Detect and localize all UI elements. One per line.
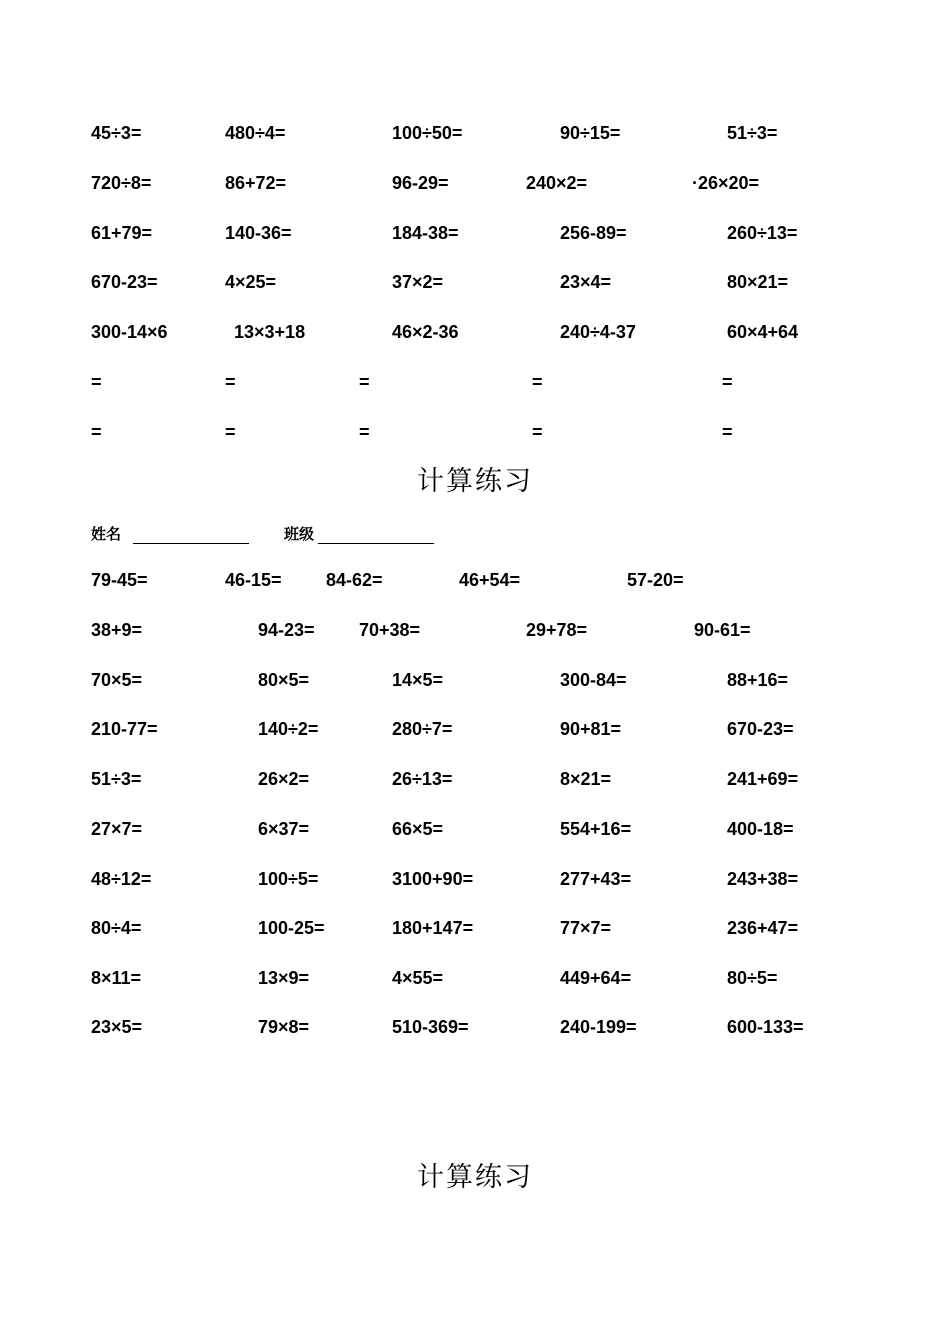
problem: 280÷7= <box>392 719 453 739</box>
problem: 61+79= <box>91 223 153 243</box>
problem: 240-199= <box>560 1017 637 1037</box>
problem: 260÷13= <box>727 223 798 243</box>
equals-sign: = <box>359 422 370 442</box>
problem: 46×2-36 <box>392 322 459 342</box>
equals-sign: = <box>532 372 543 392</box>
problem: 51÷3= <box>91 769 142 789</box>
problem: 8×21= <box>560 769 612 789</box>
problem: 84-62= <box>326 570 383 590</box>
problem: ·26×20= <box>692 173 760 193</box>
problem: 80÷5= <box>727 968 778 988</box>
problem: 77×7= <box>560 918 612 938</box>
problem: 80×21= <box>727 272 789 292</box>
problem: 180+147= <box>392 918 474 938</box>
equals-sign: = <box>722 422 733 442</box>
problem: 241+69= <box>727 769 799 789</box>
name-blank-line[interactable] <box>133 543 249 544</box>
problem: 60×4+64 <box>727 322 799 342</box>
problem: 277+43= <box>560 869 632 889</box>
equals-sign: = <box>722 372 733 392</box>
problem: 94-23= <box>258 620 315 640</box>
problem: 48÷12= <box>91 869 152 889</box>
problem: 29+78= <box>526 620 588 640</box>
problem: 100÷50= <box>392 123 463 143</box>
worksheet-title-2: 计算练习 <box>417 1162 533 1193</box>
problem: 57-20= <box>627 570 684 590</box>
problem: 79×8= <box>258 1017 310 1037</box>
problem: 13×3+18 <box>234 322 306 342</box>
problem: 13×9= <box>258 968 310 988</box>
problem: 88+16= <box>727 670 789 690</box>
problem: 300-84= <box>560 670 627 690</box>
equals-sign: = <box>91 372 102 392</box>
problem: 66×5= <box>392 819 444 839</box>
problem: 51÷3= <box>727 123 778 143</box>
problem: 240×2= <box>526 173 588 193</box>
problem: 46-15= <box>225 570 282 590</box>
problem: 449+64= <box>560 968 632 988</box>
class-label: 班级 <box>284 526 315 543</box>
problem: 100-25= <box>258 918 325 938</box>
problem: 670-23= <box>727 719 794 739</box>
problem: 300-14×6 <box>91 322 168 342</box>
problem: 140-36= <box>225 223 292 243</box>
problem: 720÷8= <box>91 173 152 193</box>
problem: 140÷2= <box>258 719 319 739</box>
problem: 27×7= <box>91 819 143 839</box>
problem: 243+38= <box>727 869 799 889</box>
problem: 480÷4= <box>225 123 286 143</box>
problem: 80×5= <box>258 670 310 690</box>
problem: 4×25= <box>225 272 277 292</box>
problem: 236+47= <box>727 918 799 938</box>
problem: 4×55= <box>392 968 444 988</box>
problem: 90÷15= <box>560 123 621 143</box>
problem: 90+81= <box>560 719 622 739</box>
problem: 38+9= <box>91 620 143 640</box>
problem: 80÷4= <box>91 918 142 938</box>
problem: 96-29= <box>392 173 449 193</box>
problem: 554+16= <box>560 819 632 839</box>
problem: 256-89= <box>560 223 627 243</box>
equals-sign: = <box>91 422 102 442</box>
problem: 600-133= <box>727 1017 804 1037</box>
problem: 6×37= <box>258 819 310 839</box>
problem: 8×11= <box>91 968 142 988</box>
problem: 240÷4-37 <box>560 322 636 342</box>
problem: 86+72= <box>225 173 287 193</box>
problem: 670-23= <box>91 272 158 292</box>
name-label: 姓名 <box>91 526 122 543</box>
problem: 400-18= <box>727 819 794 839</box>
problem: 70×5= <box>91 670 143 690</box>
problem: 100÷5= <box>258 869 319 889</box>
equals-sign: = <box>225 422 236 442</box>
class-blank-line[interactable] <box>318 543 434 544</box>
problem: 210-77= <box>91 719 158 739</box>
problem: 510-369= <box>392 1017 469 1037</box>
problem: 70+38= <box>359 620 421 640</box>
problem: 23×4= <box>560 272 612 292</box>
equals-sign: = <box>359 372 370 392</box>
problem: 26÷13= <box>392 769 453 789</box>
problem: 184-38= <box>392 223 459 243</box>
worksheet-title: 计算练习 <box>417 466 533 497</box>
problem: 90-61= <box>694 620 751 640</box>
problem: 37×2= <box>392 272 444 292</box>
problem: 14×5= <box>392 670 444 690</box>
equals-sign: = <box>532 422 543 442</box>
problem: 79-45= <box>91 570 148 590</box>
problem: 3100+90= <box>392 869 474 889</box>
problem: 26×2= <box>258 769 310 789</box>
problem: 46+54= <box>459 570 521 590</box>
equals-sign: = <box>225 372 236 392</box>
problem: 23×5= <box>91 1017 143 1037</box>
problem: 45÷3= <box>91 123 142 143</box>
